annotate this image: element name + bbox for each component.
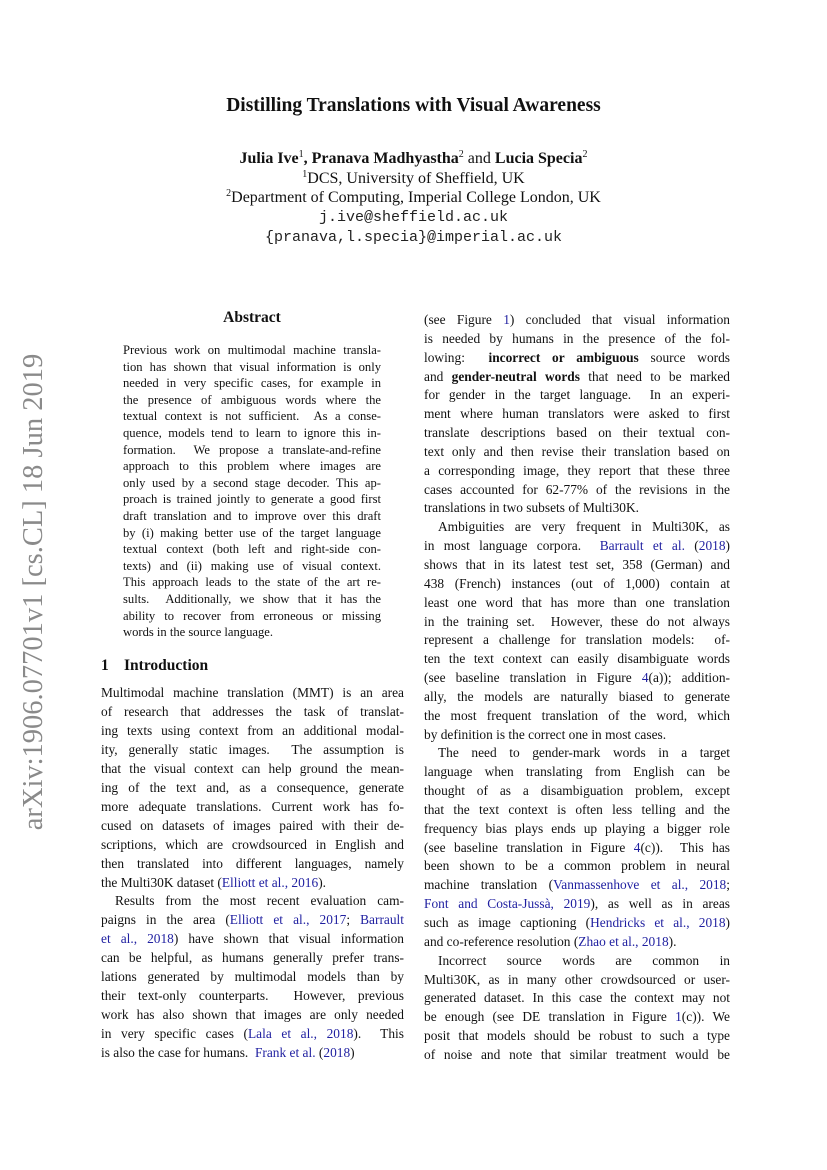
text-run: Results from the most recent evaluation cam- bbox=[115, 893, 404, 909]
text-run: represent a challenge for translation models: of- bbox=[424, 632, 730, 648]
text-run: proach is trained jointly to generate a good first bbox=[123, 492, 381, 507]
citation-link[interactable]: et al., 2018 bbox=[101, 931, 174, 947]
text-line bbox=[123, 541, 381, 558]
text-line bbox=[424, 462, 730, 481]
text-line bbox=[424, 933, 730, 952]
text-run: that the visual context can help ground the mean- bbox=[101, 760, 404, 776]
text-line bbox=[101, 987, 404, 1006]
paragraph bbox=[424, 744, 730, 951]
text-run: Ambiguities are very frequent in Multi30K, as bbox=[438, 519, 730, 535]
text-line bbox=[123, 359, 381, 376]
citation-link[interactable]: Barrault et al. bbox=[599, 538, 685, 554]
text-run: machine translation ( bbox=[424, 877, 554, 893]
text-line bbox=[424, 311, 730, 330]
text-run: formation. We propose a translate-and-refine bbox=[123, 442, 381, 457]
text-run: least one word that has more than one translation bbox=[424, 594, 730, 610]
text-line bbox=[101, 911, 404, 930]
text-run: This approach leads to the state of the art re- bbox=[123, 575, 381, 590]
text-run: that need to be marked bbox=[579, 368, 730, 384]
text-run: The need to gender-mark words in a target bbox=[438, 745, 730, 761]
text-run: frequency bias plays ends up playing a bigger role bbox=[424, 820, 730, 836]
paragraph bbox=[424, 952, 730, 1065]
text-run: a corresponding image, they report that these three bbox=[424, 462, 730, 478]
text-run: by (i) making better use of the target language bbox=[123, 525, 381, 540]
text-line bbox=[424, 763, 730, 782]
author-email: {pranava,l.specia}@imperial.ac.uk bbox=[264, 229, 563, 246]
text-line bbox=[424, 349, 730, 368]
text-run: been shown to be a common problem in neural bbox=[424, 858, 730, 874]
text-run: ally, the models are naturally biased to generate bbox=[424, 688, 730, 704]
text-line bbox=[424, 895, 730, 914]
text-line bbox=[424, 688, 730, 707]
citation-link[interactable]: 1 bbox=[675, 1009, 682, 1025]
text-line bbox=[101, 949, 404, 968]
text-line bbox=[101, 722, 404, 741]
abstract-body bbox=[123, 342, 381, 641]
citation-link[interactable]: Hendricks et al., 2018 bbox=[590, 915, 726, 930]
text-run: ) bbox=[350, 1045, 355, 1061]
author-affiliation-mark: 2 bbox=[458, 149, 464, 160]
text-run: (see baseline translation in Figure bbox=[424, 839, 634, 855]
citation-link[interactable]: Frank et al. bbox=[254, 1045, 316, 1061]
text-run: Multi30K, as in many other crowdsourced or user- bbox=[424, 971, 730, 987]
arxiv-stamp: arXiv:1906.07701v1 [cs.CL] 18 Jun 2019 bbox=[18, 353, 49, 831]
text-run: lowing: bbox=[424, 349, 489, 365]
text-line bbox=[123, 442, 381, 459]
paragraph bbox=[424, 518, 730, 744]
text-run: translate descriptions based on their textual con- bbox=[424, 425, 730, 441]
text-line bbox=[424, 707, 730, 726]
affiliation-mark: 1 bbox=[302, 169, 308, 180]
text-run: 438 (French) instances (out of 1,000) contain at bbox=[424, 575, 730, 591]
text-run: ity, generally static images. The assumption is bbox=[101, 741, 404, 757]
text-line bbox=[101, 741, 404, 760]
text-run: Incorrect source words are common in bbox=[438, 952, 730, 968]
text-line bbox=[424, 481, 730, 500]
bold-term: incorrect or ambiguous bbox=[488, 349, 639, 365]
text-run: their text-only counterparts. However, previous bbox=[101, 988, 404, 1004]
text-run: the presence of ambiguous words where the bbox=[123, 392, 381, 407]
text-run: text only and then revise their translation based on bbox=[424, 443, 730, 459]
author-affiliation-mark: 1 bbox=[298, 149, 304, 160]
bold-term: gender-neutral words bbox=[451, 368, 580, 384]
text-line bbox=[101, 779, 404, 798]
text-line bbox=[123, 558, 381, 575]
text-run: (c)). This has bbox=[640, 839, 730, 855]
text-line bbox=[123, 608, 381, 625]
text-line bbox=[424, 971, 730, 990]
text-run: textual context is not sufficient. As a conse- bbox=[123, 409, 381, 424]
text-line bbox=[424, 952, 730, 971]
text-run: for gender in the target language. In an experi- bbox=[424, 387, 730, 403]
text-run: such as image captioning ( bbox=[424, 915, 591, 930]
citation-link[interactable]: Elliott et al., 2017 bbox=[229, 912, 347, 928]
text-run: (c)). We bbox=[681, 1009, 730, 1025]
text-run: scriptions, which are crowdsourced in English and bbox=[101, 836, 404, 852]
citation-link[interactable]: Vanmassenhove et al., 2018 bbox=[553, 877, 727, 893]
text-run: ), as well as in areas bbox=[590, 896, 730, 912]
text-line bbox=[424, 726, 730, 745]
text-run: (a)); addition- bbox=[648, 670, 730, 686]
text-run: quence, models tend to learn to ignore this in- bbox=[123, 425, 381, 440]
author-list bbox=[0, 150, 827, 168]
text-line bbox=[424, 499, 730, 518]
text-run: only used by a second stage decoder. This ap- bbox=[123, 475, 381, 490]
text-line bbox=[424, 368, 730, 387]
text-line bbox=[101, 703, 404, 722]
author-affiliation-mark: 2 bbox=[582, 149, 588, 160]
text-run: in the training set. However, these do not always bbox=[424, 613, 730, 629]
abstract-heading: Abstract bbox=[223, 309, 281, 326]
text-run: and bbox=[424, 368, 452, 384]
text-run: then translated into different languages, namely bbox=[101, 855, 404, 871]
text-line bbox=[424, 556, 730, 575]
text-run: ) have shown that visual information bbox=[173, 931, 405, 947]
text-run: ) concluded that visual information bbox=[509, 312, 730, 327]
paragraph bbox=[101, 684, 404, 892]
text-line bbox=[123, 475, 381, 492]
text-line bbox=[424, 1008, 730, 1027]
text-line bbox=[424, 1027, 730, 1046]
text-line bbox=[123, 375, 381, 392]
paragraph bbox=[424, 311, 730, 518]
text-line bbox=[424, 1046, 730, 1065]
text-line bbox=[424, 405, 730, 424]
text-line bbox=[123, 508, 381, 525]
paragraph bbox=[123, 342, 381, 641]
text-line bbox=[123, 458, 381, 475]
author-name: Lucia Specia bbox=[494, 150, 583, 167]
text-run: ability to recover from erroneous or missing bbox=[123, 608, 381, 623]
section-number: 1 bbox=[101, 657, 109, 674]
text-run: can be helpful, as humans generally prefer trans- bbox=[101, 950, 404, 966]
text-line bbox=[424, 914, 730, 933]
text-line bbox=[123, 342, 381, 359]
text-line bbox=[424, 782, 730, 801]
text-run: ). bbox=[318, 874, 327, 890]
text-line bbox=[123, 392, 381, 409]
text-line bbox=[123, 525, 381, 542]
citation-link[interactable]: Barrault bbox=[360, 912, 404, 928]
affiliation-text: DCS, University of Sheffield, UK bbox=[307, 170, 525, 187]
section-heading: Introduction bbox=[124, 657, 209, 674]
text-run: approach to this problem where images are bbox=[123, 459, 381, 474]
text-run: ment where human translators were asked to first bbox=[424, 406, 730, 422]
text-run: is also the case for humans. bbox=[101, 1045, 255, 1061]
citation-link[interactable]: 1 bbox=[503, 312, 510, 327]
text-line bbox=[123, 408, 381, 425]
text-line bbox=[101, 930, 404, 949]
text-run: paigns in the area ( bbox=[101, 912, 230, 928]
text-line bbox=[424, 839, 730, 858]
text-run: that the text context is often less telling and the bbox=[424, 801, 730, 817]
text-run: (see baseline translation in Figure bbox=[424, 670, 642, 686]
text-line bbox=[424, 575, 730, 594]
author-name: Julia Ive bbox=[239, 150, 299, 167]
text-line bbox=[424, 669, 730, 688]
right-column-body bbox=[424, 311, 730, 1065]
text-line bbox=[101, 874, 404, 893]
text-line bbox=[424, 518, 730, 537]
text-run: lations generated by multimodal models than by bbox=[101, 969, 404, 985]
text-line bbox=[424, 744, 730, 763]
text-run: posit that models should be robust to such a type bbox=[424, 1028, 730, 1044]
text-run: Previous work on multimodal machine transla- bbox=[123, 343, 381, 357]
text-run: ( bbox=[684, 538, 699, 554]
text-run: source words bbox=[638, 349, 731, 365]
text-line bbox=[101, 684, 404, 703]
text-run: ing texts using context from an additional modal- bbox=[101, 722, 404, 738]
text-line bbox=[424, 650, 730, 669]
text-run: in very specific cases ( bbox=[101, 1026, 248, 1042]
text-line bbox=[101, 836, 404, 855]
text-line bbox=[123, 574, 381, 591]
citation-link[interactable]: Font and Costa-Jussà, 2019 bbox=[424, 896, 591, 912]
text-run: and co-reference resolution ( bbox=[424, 933, 579, 949]
text-line bbox=[424, 631, 730, 650]
text-run: ; bbox=[346, 912, 361, 928]
text-run: translations in two subsets of Multi30K. bbox=[424, 500, 639, 516]
text-run: thought of as a disambiguation problem, except bbox=[424, 783, 730, 799]
text-line bbox=[123, 591, 381, 608]
text-run: textual context (both left and right-side con- bbox=[123, 542, 381, 557]
paragraph bbox=[101, 892, 404, 1063]
text-line bbox=[424, 443, 730, 462]
paper-title: Distilling Translations with Visual Awareness bbox=[226, 95, 601, 116]
citation-link[interactable]: 4 bbox=[641, 670, 649, 686]
author-email: j.ive@sheffield.ac.uk bbox=[318, 209, 509, 226]
text-line bbox=[101, 760, 404, 779]
citation-link[interactable]: Lala et al., 2018 bbox=[247, 1026, 354, 1042]
text-run: sults. Additionally, we show that it has the bbox=[123, 591, 381, 606]
citation-link[interactable]: Zhao et al., 2018 bbox=[578, 933, 669, 949]
text-line bbox=[424, 876, 730, 895]
text-line bbox=[424, 424, 730, 443]
affiliation-mark: 2 bbox=[226, 188, 232, 199]
text-run: more adequate translations. Current work has fo- bbox=[101, 798, 404, 814]
text-run: ). bbox=[668, 933, 677, 949]
introduction-body bbox=[101, 684, 404, 1063]
text-run: language when translating from English can be bbox=[424, 764, 730, 780]
text-line bbox=[101, 892, 404, 911]
text-line bbox=[424, 594, 730, 613]
text-line bbox=[101, 817, 404, 836]
text-line bbox=[123, 491, 381, 508]
text-line bbox=[101, 1025, 404, 1044]
text-run: ; bbox=[726, 877, 730, 893]
text-line bbox=[101, 1044, 404, 1063]
text-line bbox=[101, 1006, 404, 1025]
text-run: ). This bbox=[353, 1026, 404, 1042]
text-line bbox=[123, 624, 381, 641]
text-run: (see Figure bbox=[424, 312, 504, 327]
text-run: shows that in its latest test set, 358 (German) and bbox=[424, 556, 730, 572]
text-line bbox=[424, 820, 730, 839]
text-line bbox=[101, 968, 404, 987]
text-line bbox=[424, 613, 730, 632]
citation-link[interactable]: 2018 bbox=[698, 538, 726, 554]
text-run: work has also shown that images are only needed bbox=[101, 1007, 404, 1023]
text-run: of noise and note that similar treatment would be bbox=[424, 1046, 730, 1062]
text-run: needed in very specific cases, for example in bbox=[123, 376, 381, 391]
citation-link[interactable]: 4 bbox=[633, 839, 641, 855]
text-run: of research that addresses the task of translat- bbox=[101, 703, 404, 719]
text-run: by definition is the correct one in most cases. bbox=[424, 726, 667, 742]
citation-link[interactable]: Elliott et al., 2016 bbox=[221, 874, 319, 890]
text-line bbox=[424, 989, 730, 1008]
text-line bbox=[101, 798, 404, 817]
text-run: ) bbox=[725, 915, 730, 930]
text-run: draft translation and to improve over this draft bbox=[123, 508, 381, 523]
author-separator: and bbox=[463, 150, 495, 167]
text-run: ing of the text and, as a consequence, generate bbox=[101, 779, 404, 795]
text-run: tion has shown that visual information is only bbox=[123, 359, 381, 374]
text-run: ) bbox=[725, 538, 730, 554]
text-run: ( bbox=[315, 1045, 324, 1061]
text-line bbox=[101, 855, 404, 874]
text-run: generated dataset. In this case the context may not bbox=[424, 990, 730, 1006]
text-run: cused on datasets of images paired with their de- bbox=[101, 817, 404, 833]
text-run: cases accounted for 62-77% of the revisions in the bbox=[424, 481, 730, 497]
text-run: is needed by humans in the presence of the fol- bbox=[424, 330, 730, 346]
author-name: Pranava Madhyastha bbox=[311, 150, 459, 167]
affiliation bbox=[0, 170, 827, 188]
affiliation bbox=[0, 189, 827, 207]
text-run: the Multi30K dataset ( bbox=[101, 874, 222, 890]
affiliation-text: Department of Computing, Imperial College London, UK bbox=[231, 189, 601, 206]
text-run: in most language corpora. bbox=[424, 538, 600, 554]
citation-link[interactable]: 2018 bbox=[323, 1045, 351, 1061]
author-separator: , bbox=[303, 150, 312, 167]
text-run: words in the source language. bbox=[123, 625, 274, 640]
text-run: Multimodal machine translation (MMT) is an area bbox=[101, 685, 404, 700]
text-line bbox=[424, 857, 730, 876]
text-run: texts) and (ii) making use of visual context. bbox=[123, 558, 381, 573]
text-line bbox=[424, 801, 730, 820]
text-run: ten the text context can easily disambiguate words bbox=[424, 651, 730, 667]
text-line bbox=[424, 537, 730, 556]
text-line bbox=[424, 386, 730, 405]
text-line bbox=[123, 425, 381, 442]
text-run: the most frequent translation of the word, which bbox=[424, 707, 730, 723]
text-line bbox=[424, 330, 730, 349]
text-run: be enough (see DE translation in Figure bbox=[424, 1009, 676, 1025]
